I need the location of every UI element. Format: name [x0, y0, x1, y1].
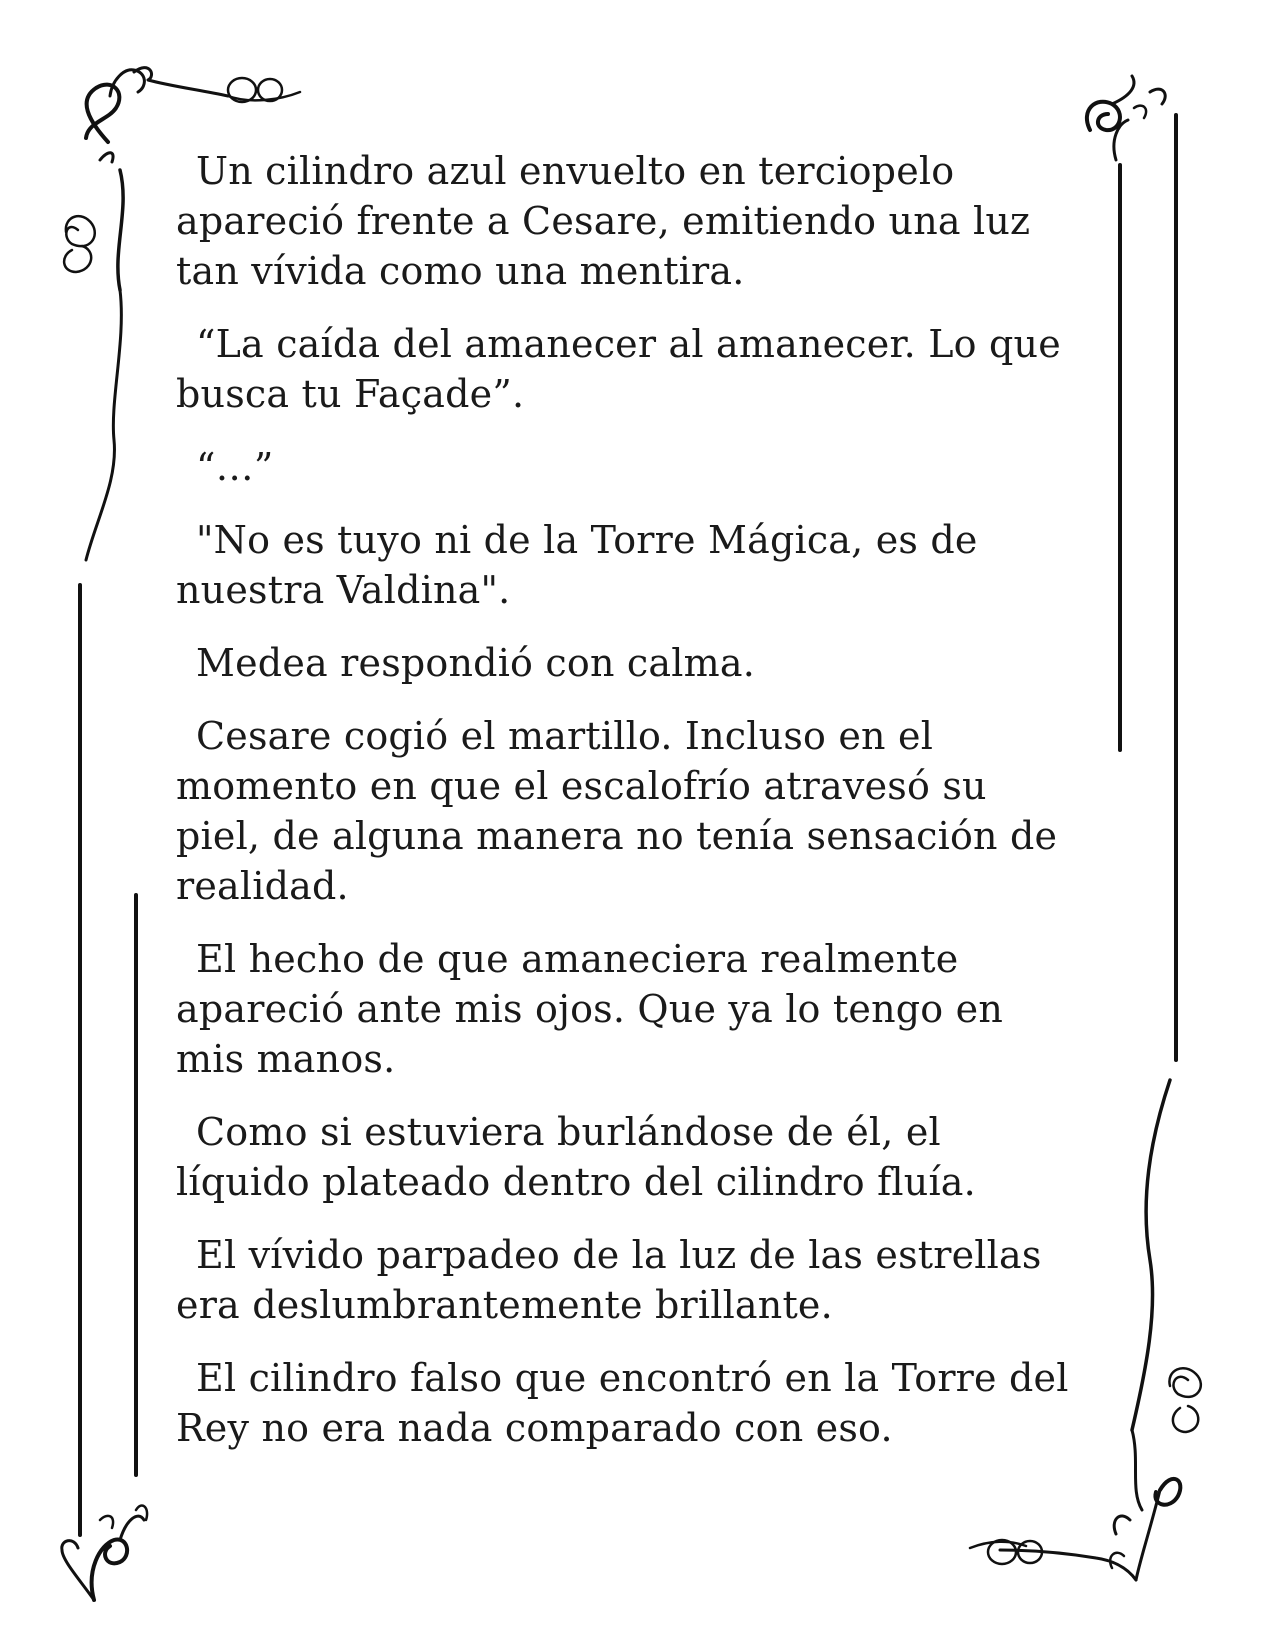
paragraph-6: Cesare cogió el martillo. Incluso en el momento en que el escalofrío atravesó su piel, de alguna manera no tenía sensación de realidad.: [176, 714, 1058, 908]
paragraph-8: Como si estuviera burlándose de él, el líquido plateado dentro del cilindro fluía.: [176, 1110, 976, 1204]
top-right-flourish: [1087, 76, 1165, 160]
paragraph-3: “…”: [196, 445, 274, 489]
paragraph-1: Un cilindro azul envuelto en terciopelo apareció frente a Cesare, emitiendo una luz tan vívida como una mentira.: [176, 149, 1031, 293]
story-text: [176, 146, 1076, 1476]
paragraph-5: Medea respondió con calma.: [196, 641, 755, 685]
paragraph-7: El hecho de que amaneciera realmente apareció ante mis ojos. Que ya lo tengo en mis manos.: [176, 937, 1003, 1081]
paragraph-10: El cilindro falso que encontró en la Torre del Rey no era nada comparado con eso.: [176, 1356, 1069, 1450]
paragraph-2: “La caída del amanecer al amanecer. Lo que busca tu Façade”.: [176, 322, 1061, 416]
bottom-left-flourish: [62, 1505, 147, 1600]
paragraph-9: El vívido parpadeo de la luz de las estrellas era deslumbrantemente brillante.: [176, 1233, 1042, 1327]
paragraph-4: "No es tuyo ni de la Torre Mágica, es de nuestra Valdina".: [176, 518, 978, 612]
